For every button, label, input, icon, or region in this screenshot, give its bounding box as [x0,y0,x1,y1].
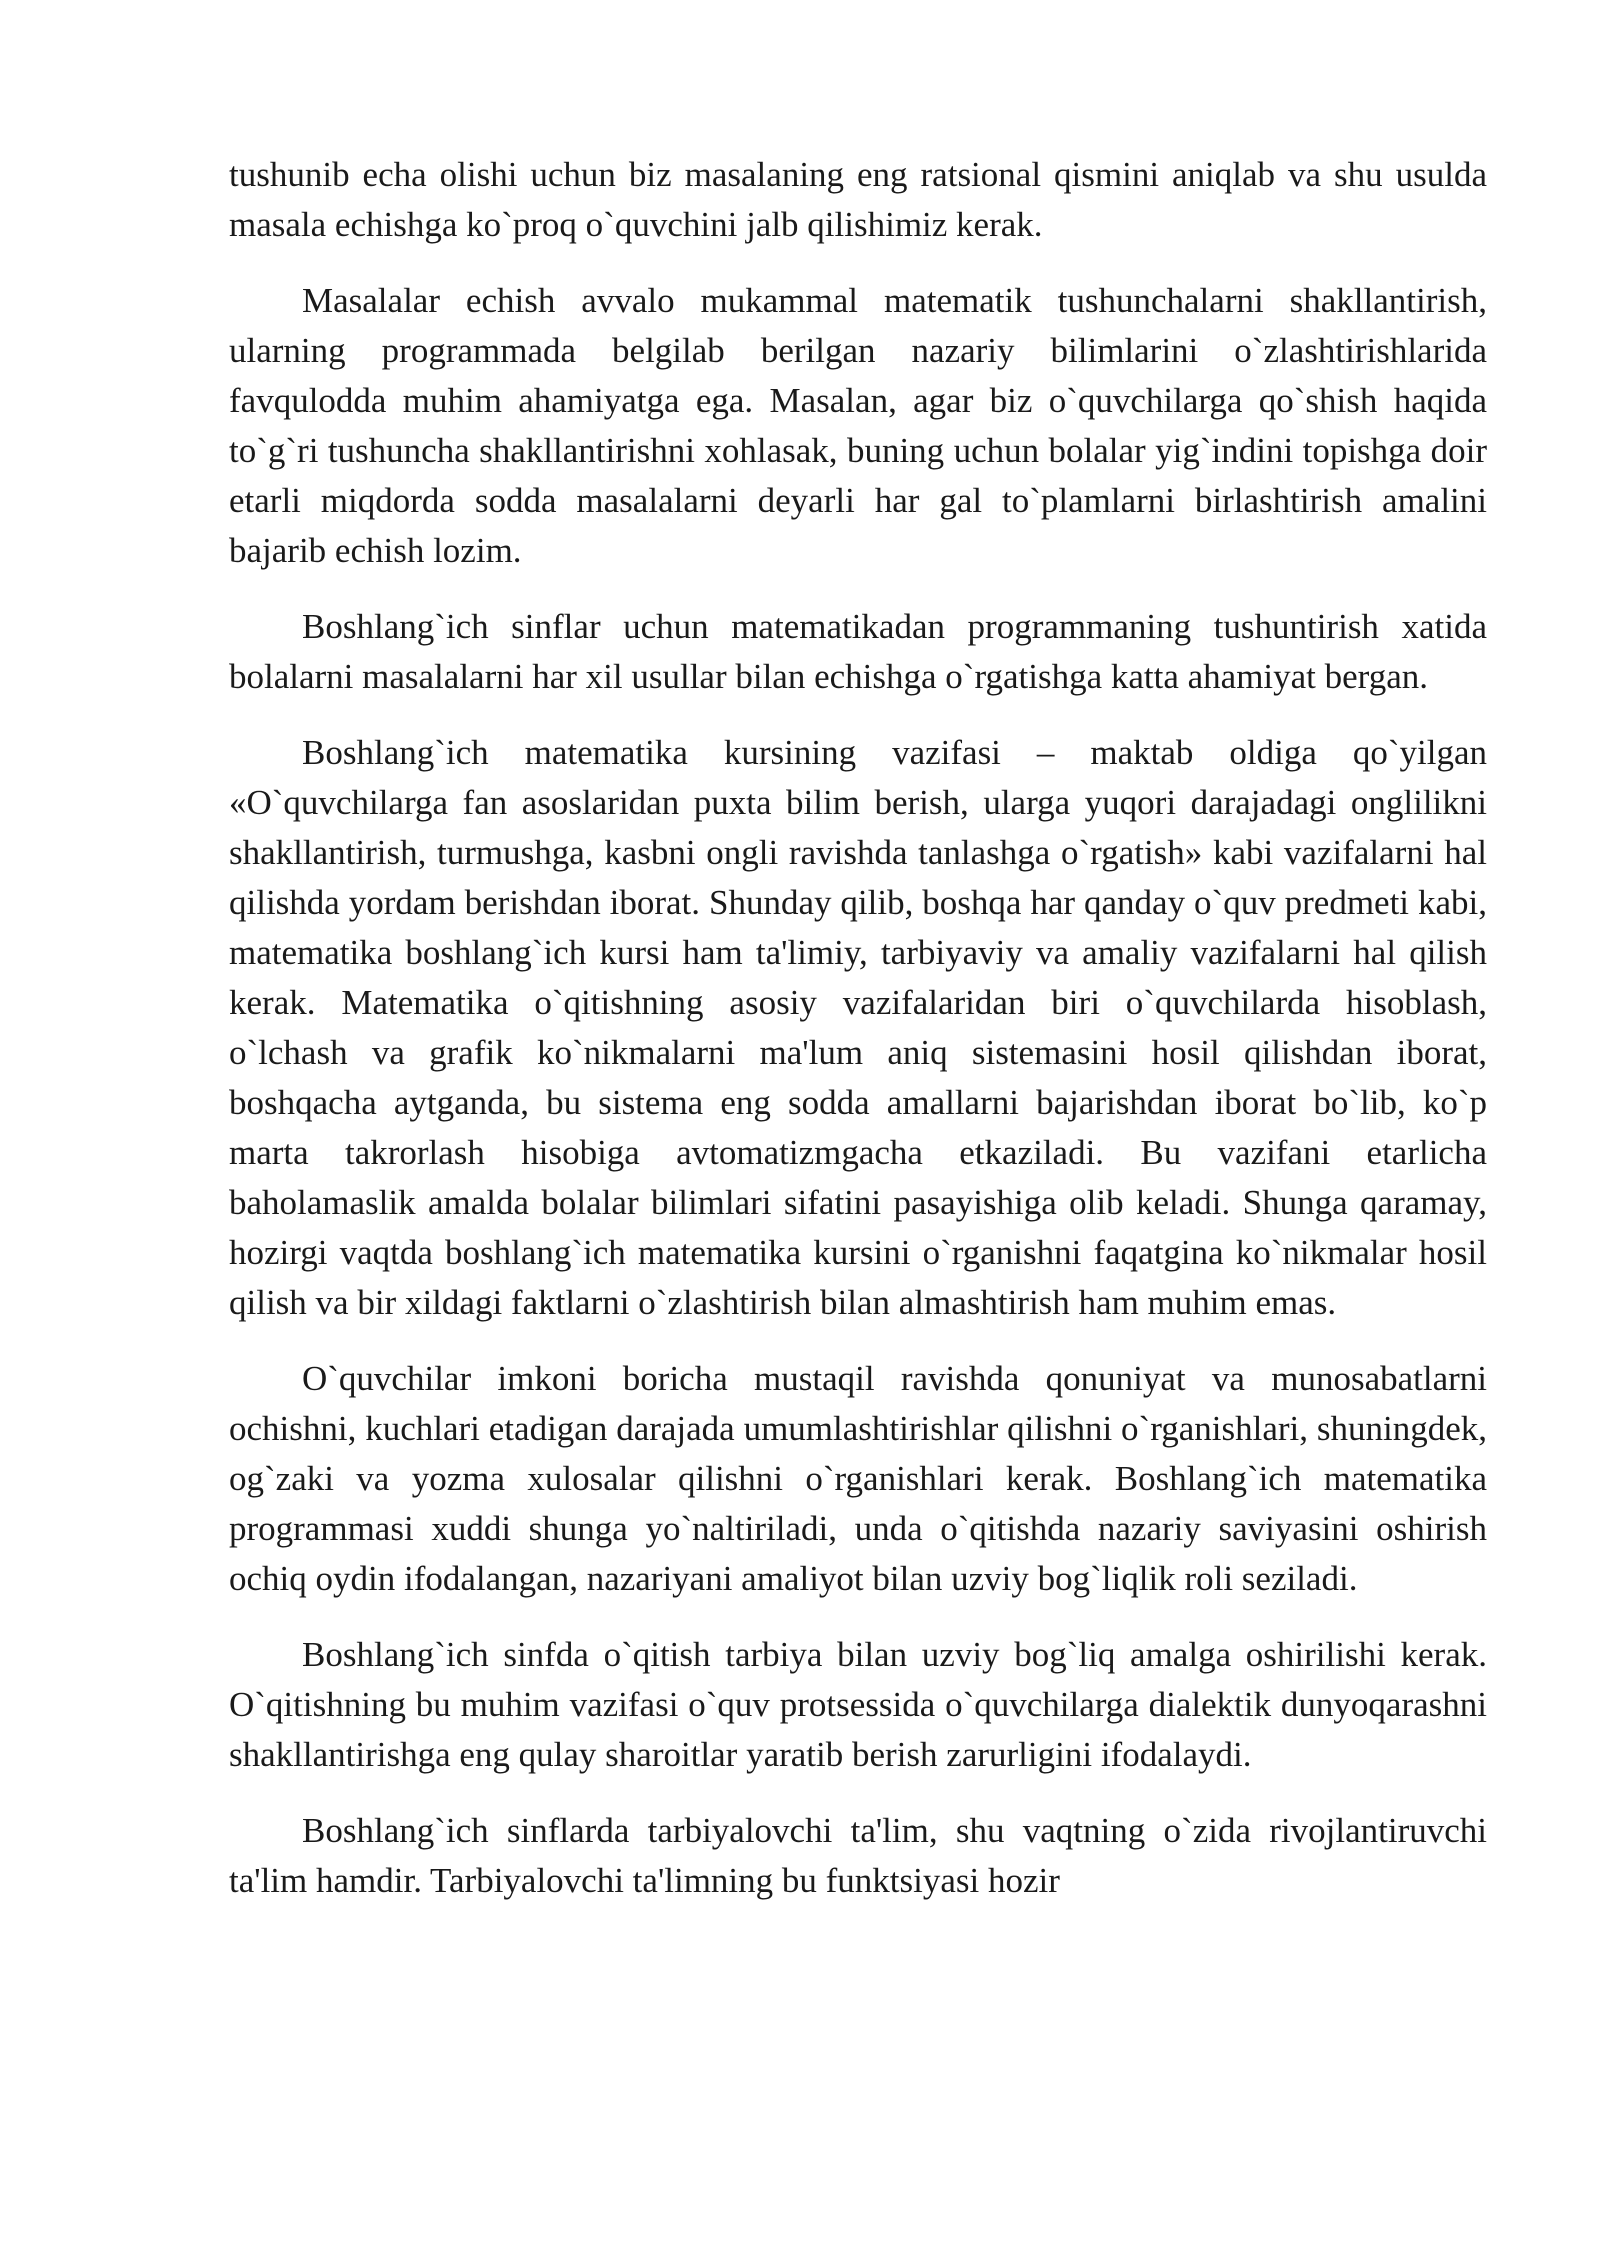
paragraph-independent-discovery: O`quvchilar imkoni boricha mustaqil ravishda qonuniyat va munosabatlarni ochishni, kuchlari etadigan darajada umumlashtirishlar qilishni o`rganishlari, shuningdek, og`zaki va yozma xulosalar qilishni o`rganishlari kerak. Boshlang`ich matematika programmasi xuddi shunga yo`naltiriladi, unda o`qitishda nazariy saviyasini oshirish ochiq oydin ifodalangan, nazariyani amaliyot bilan uzviy bog`liqlik roli seziladi. [229,1359,1487,1598]
paragraph-developmental-education: Boshlang`ich sinflarda tarbiyalovchi ta'lim, shu vaqtning o`zida rivojlantiruvchi ta'lim hamdir. Tarbiyalovchi ta'limning bu funktsiyasi hozir [229,1811,1487,1900]
paragraph-teaching-and-upbringing: Boshlang`ich sinfda o`qitish tarbiya bilan uzviy bog`liq amalga oshirilishi kerak. O`qitishning bu muhim vazifasi o`quv protsessida o`quvchilarga dialektik dunyoqarashni shakllantirishga eng qulay sharoitlar yaratib berish zarurligini ifodalaydi. [229,1635,1487,1774]
paragraph-course-objectives: Boshlang`ich matematika kursining vazifasi – maktab oldiga qo`yilgan «O`quvchilarga fan asoslaridan puxta bilim berish, ularga yuqori darajadagi onglilikni shakllantirish, turmushga, kasbni ongli ravishda tanlashga o`rgatish» kabi vazifalarni hal qilishda yordam berishdan iborat. Shunday qilib, boshqa har qanday o`quv predmeti kabi, matematika boshlang`ich kursi ham ta'limiy, tarbiyaviy va amaliy vazifalarni hal qilish kerak. Matematika o`qitishning asosiy vazifalaridan biri o`quvchilarda hisoblash, o`lchash va grafik ko`nikmalarni ma'lum aniq sistemasini hosil qilishdan iborat, boshqacha aytganda, bu sistema eng sodda amallarni bajarishdan iborat bo`lib, ko`p marta takrorlash hisobiga avtomatizmgacha etkaziladi. Bu vazifani etarlicha baholamaslik amalda bolalar bilimlari sifatini pasayishiga olib keladi. Shunga qaramay, hozirgi vaqtda boshlang`ich matematika kursini o`rganishni faqatgina ko`nikmalar hosil qilish va bir xildagi faktlarni o`zlashtirish bilan almashtirish ham muhim emas. [229,733,1487,1322]
paragraph-problem-solving-concepts: Masalalar echish avvalo mukammal matematik tushunchalarni shakllantirish, ularning programmada belgilab berilgan nazariy bilimlarini o`zlashtirishlarida favqulodda muhim ahamiyatga ega. Masalan, agar biz o`quvchilarga qo`shish haqida to`g`ri tushuncha shakllantirishni xohlasak, buning uchun bolalar yig`indini topishga doir etarli miqdorda sodda masalalarni deyarli har gal to`plamlarni birlashtirish amalini bajarib echish lozim. [229,281,1487,570]
paragraph-program-explanation: Boshlang`ich sinflar uchun matematikadan programmaning tushuntirish xatida bolalarni masalalarni har xil usullar bilan echishga o`rgatishga katta ahamiyat bergan. [229,607,1487,696]
document-body [229,150,1487,1906]
paragraph-continuation: tushunib echa olishi uchun biz masalaning eng ratsional qismini aniqlab va shu usulda masala echishga ko`proq o`quvchini jalb qilishimiz kerak. [229,155,1487,244]
